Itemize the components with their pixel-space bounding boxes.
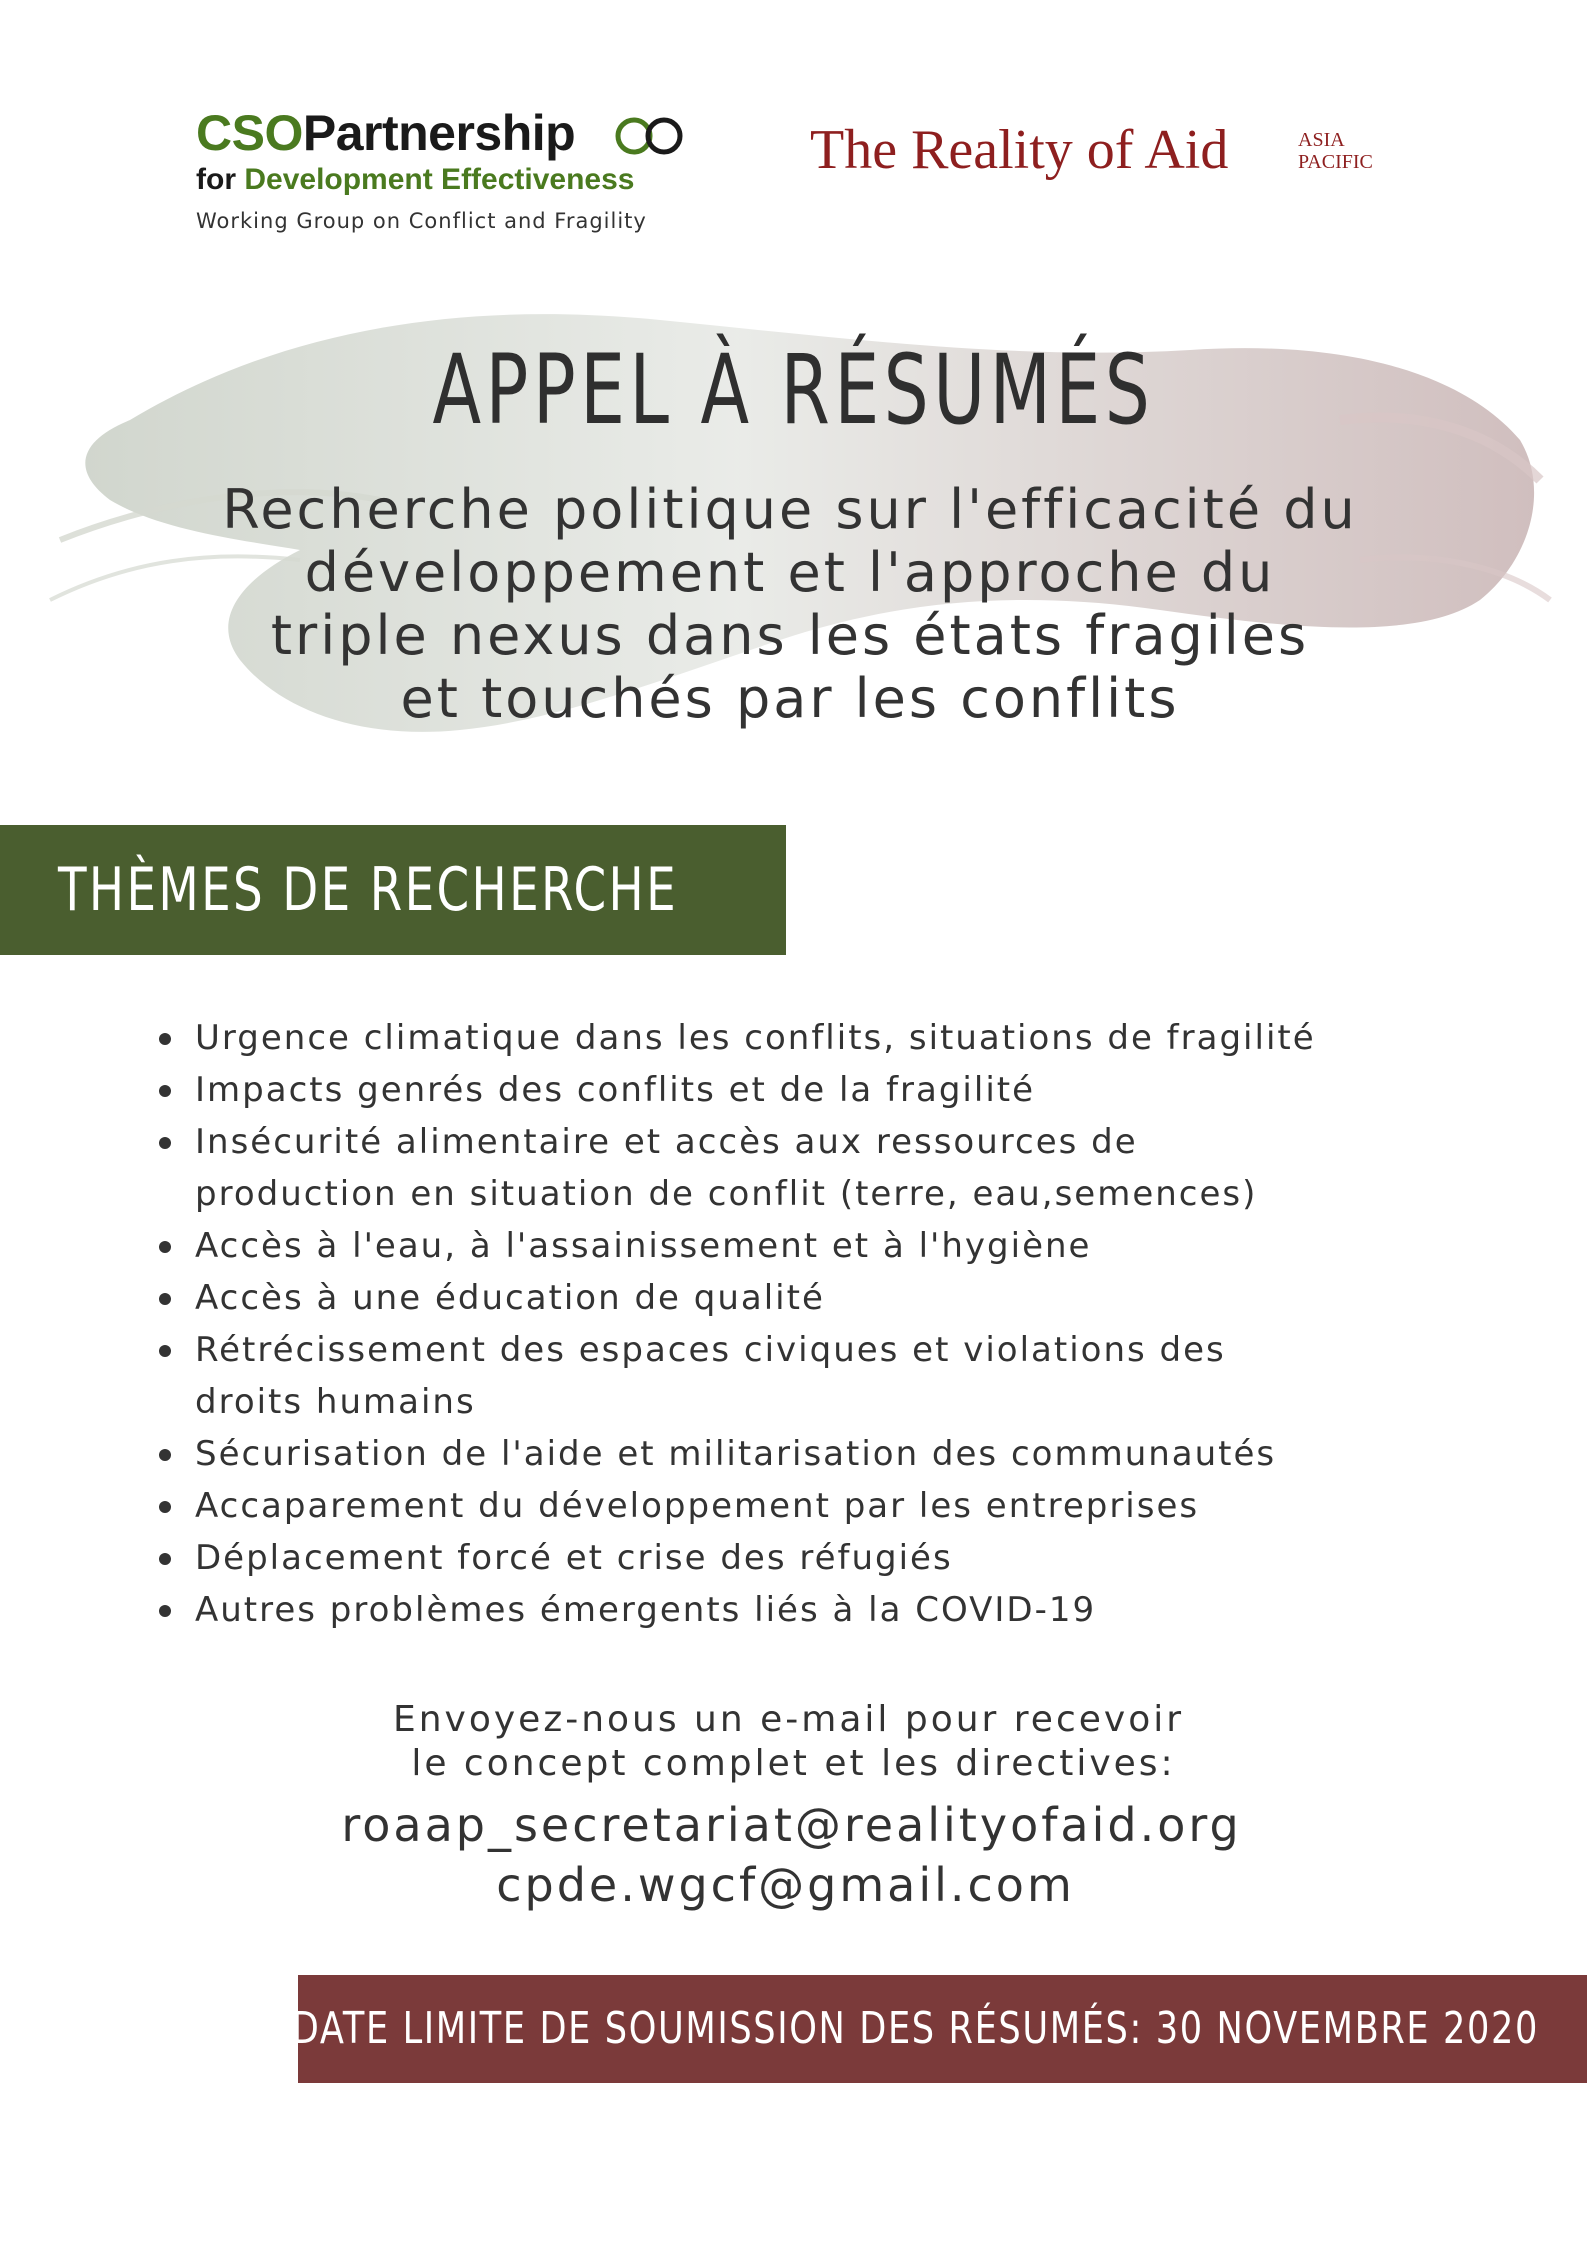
contact-instruction-line: le concept complet et les directives: — [411, 1743, 1176, 1784]
reality-of-aid-pacific: PACIFIC — [1298, 151, 1373, 173]
bullet-icon — [159, 1449, 171, 1461]
bullet-icon — [159, 1241, 171, 1253]
bullet-icon — [159, 1033, 171, 1045]
topic-text: Accès à l'eau, à l'assainissement et à l'hygiène — [195, 1226, 1092, 1266]
cso-logo-for: for — [196, 163, 236, 196]
cso-logo-development-effectiveness: Development Effectiveness — [244, 163, 635, 196]
list-item — [155, 1480, 1535, 1532]
contact-instruction — [0, 1698, 1587, 1786]
topic-text: Autres problèmes émergents liés à la COVID-19 — [195, 1590, 1097, 1630]
themes-heading: THÈMES DE RECHERCHE — [58, 855, 678, 925]
topic-text: Accès à une éducation de qualité — [195, 1278, 825, 1318]
deadline-text: DATE LIMITE DE SOUMISSION DES RÉSUMÉS: 30 NOVEMBRE 2020 — [291, 2003, 1539, 2054]
list-item — [155, 1272, 1535, 1324]
topic-text: Sécurisation de l'aide et militarisation des communautés — [195, 1434, 1277, 1474]
email-link-roaap[interactable]: roaap_secretariat@realityofaid.org — [341, 1798, 1242, 1852]
interlocking-rings-icon — [612, 115, 688, 157]
cso-partnership-logo — [196, 105, 716, 245]
list-item — [155, 1324, 1345, 1428]
email-link-cpde[interactable]: cpde.wgcf@gmail.com — [496, 1858, 1075, 1912]
subtitle-line: Recherche politique sur l'efficacité du — [222, 478, 1358, 541]
list-item — [155, 1584, 1535, 1636]
research-topics-list — [155, 1012, 1535, 1636]
bullet-icon — [159, 1293, 171, 1305]
subtitle-line: développement et l'approche du — [304, 541, 1276, 604]
topic-text: Insécurité alimentaire et accès aux ressources de production en situation de conflit (terre, eau,semences) — [195, 1122, 1258, 1214]
cso-logo-title — [196, 105, 575, 161]
list-item — [155, 1428, 1535, 1480]
bullet-icon — [159, 1137, 171, 1149]
cso-logo-cso: CSO — [196, 105, 303, 161]
page-title: APPEL À RÉSUMÉS — [432, 334, 1155, 446]
reality-of-aid-title: The Reality of Aid — [810, 119, 1229, 181]
bullet-icon — [159, 1501, 171, 1513]
working-group-label: Working Group on Conflict and Fragility — [196, 209, 647, 233]
subtitle-line: et touchés par les conflits — [400, 667, 1180, 730]
contact-instruction-line: Envoyez-nous un e-mail pour recevoir — [392, 1699, 1185, 1740]
bullet-icon — [159, 1085, 171, 1097]
list-item — [155, 1012, 1535, 1064]
list-item — [155, 1064, 1535, 1116]
deadline-banner — [291, 1975, 1587, 2083]
cso-logo-subtitle — [196, 163, 635, 197]
subtitle — [60, 478, 1520, 730]
cso-logo-partnership: Partnership — [302, 105, 576, 161]
list-item — [155, 1532, 1535, 1584]
reality-of-aid-logo — [810, 118, 1410, 198]
themes-banner — [0, 825, 786, 955]
reality-of-aid-asia: ASIA — [1298, 129, 1345, 151]
topic-text: Accaparement du développement par les entreprises — [195, 1486, 1200, 1526]
bullet-icon — [159, 1345, 171, 1357]
list-item — [155, 1220, 1535, 1272]
topic-text: Impacts genrés des conflits et de la fragilité — [195, 1070, 1036, 1110]
bullet-icon — [159, 1605, 171, 1617]
subtitle-line: triple nexus dans les états fragiles — [270, 604, 1310, 667]
topic-text: Déplacement forcé et crise des réfugiés — [195, 1538, 953, 1578]
bullet-icon — [159, 1553, 171, 1565]
topic-text: Urgence climatique dans les conflits, situations de fragilité — [195, 1018, 1316, 1058]
topic-text: Rétrécissement des espaces civiques et violations des droits humains — [195, 1330, 1226, 1422]
list-item — [155, 1116, 1345, 1220]
